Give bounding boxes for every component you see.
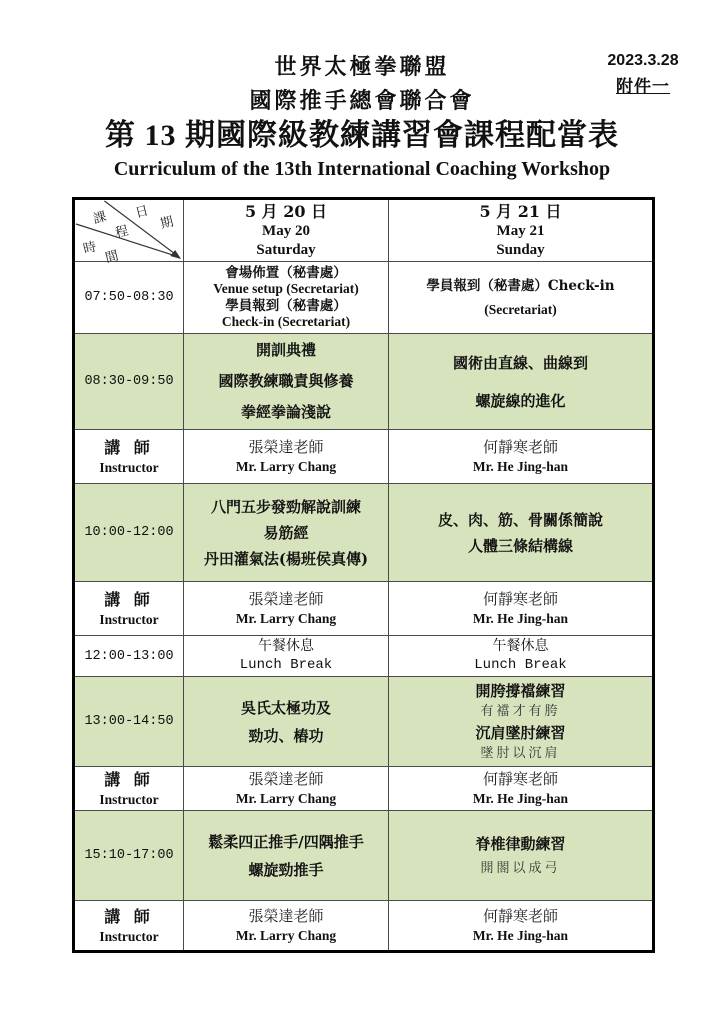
attachment-label: 附件一: [616, 77, 670, 96]
date-zh: 5 月 20 日: [244, 202, 328, 221]
instructor-name-zh: 張榮達老師: [248, 907, 324, 925]
session-line: 丹田灌氣法(楊班侯真傳): [203, 549, 369, 568]
session-line: 吳氏太極功及: [240, 698, 331, 717]
page-title-en: Curriculum of the 13th International Coaching Workshop: [113, 158, 611, 180]
instructor-name-zh: 張榮達老師: [248, 770, 324, 788]
session-line: 會場佈置（秘書處）: [225, 264, 347, 281]
instructor-label-zh: 講 師: [104, 590, 154, 609]
lunch-en: Lunch Break: [474, 657, 567, 673]
session-cell-sat: [184, 334, 389, 430]
table-header-row: [74, 199, 654, 262]
date-en: May 20: [262, 223, 310, 239]
day-header-sunday: [389, 199, 654, 262]
instructor-label-cell: [74, 901, 184, 952]
session-line: 國術由直線、曲線到: [452, 353, 588, 372]
instructor-label-cell: [74, 767, 184, 811]
instructor-name-sun: [389, 901, 654, 952]
lunch-zh: 午餐休息: [492, 638, 549, 654]
corner-label-course-char2: 程: [113, 223, 131, 242]
instructor-name-zh: 何靜寒老師: [482, 907, 558, 925]
instructor-label-en: Instructor: [99, 460, 159, 475]
corner-label-time-char2: 間: [103, 248, 121, 267]
instructor-name-en: Mr. Larry Chang: [235, 791, 337, 806]
instructor-name-sat: [184, 901, 389, 952]
session-line: 學員報到（秘書處）Check-in: [426, 277, 615, 294]
time-cell: 10:00-12:00: [74, 484, 184, 582]
instructor-label-en: Instructor: [99, 929, 159, 944]
drill-title: 開胯撐襠練習: [475, 681, 566, 700]
session-line: 螺旋勁推手: [248, 860, 324, 879]
drill-note: 開閤以成弓: [480, 860, 561, 876]
session-cell-sat: [184, 811, 389, 901]
session-line: 鬆柔四正推手/四隅推手: [208, 832, 364, 851]
session-line: (Secretariat): [484, 301, 557, 317]
instructor-row: [74, 430, 654, 484]
session-cell-sun: [389, 811, 654, 901]
instructor-name-sat: [184, 430, 389, 484]
lunch-cell-sun: [389, 636, 654, 677]
instructor-name-zh: 何靜寒老師: [482, 438, 558, 456]
session-line: 人體三條結構線: [467, 536, 573, 555]
instructor-name-sun: [389, 767, 654, 811]
time-cell: 12:00-13:00: [74, 636, 184, 677]
session-line: Venue setup (Secretariat): [213, 281, 359, 296]
weekday: Saturday: [256, 242, 316, 258]
session-cell-sun: [389, 262, 654, 334]
drill-title: 脊椎律動練習: [475, 834, 566, 853]
time-cell: 15:10-17:00: [74, 811, 184, 901]
session-cell-sun: [389, 334, 654, 430]
session-line: 拳經拳論淺說: [240, 403, 331, 421]
page-title-zh: 第 13 期國際級教練講習會課程配當表: [105, 119, 619, 152]
lunch-cell-sat: [184, 636, 389, 677]
session-line: 螺旋線的進化: [475, 391, 566, 410]
time-cell: 08:30-09:50: [74, 334, 184, 430]
session-line: 易筋經: [263, 523, 309, 542]
session-cell-sat: [184, 484, 389, 582]
instructor-name-en: Mr. Larry Chang: [235, 459, 337, 474]
instructor-name-en: Mr. Larry Chang: [235, 611, 337, 626]
session-cell-sat: [184, 262, 389, 334]
instructor-name-zh: 何靜寒老師: [482, 590, 558, 608]
session-line: 學員報到（秘書處）: [225, 297, 347, 314]
instructor-name-en: Mr. He Jing-han: [472, 791, 569, 806]
instructor-name-sat: [184, 582, 389, 636]
header-meta: [588, 52, 698, 97]
session-cell-sun: [389, 484, 654, 582]
instructor-name-sun: [389, 582, 654, 636]
session-line: 國際教練職責與修養: [218, 372, 354, 390]
lunch-zh: 午餐休息: [258, 638, 314, 654]
instructor-row: [74, 582, 654, 636]
date-en: May 21: [496, 223, 545, 239]
instructor-label-cell: [74, 430, 184, 484]
corner-label-course-char1: 課: [91, 209, 109, 228]
instructor-name-zh: 張榮達老師: [248, 590, 324, 608]
day-header-saturday: [184, 199, 389, 262]
lunch-row: [74, 636, 654, 677]
session-cell-sat: [184, 677, 389, 767]
instructor-label-zh: 講 師: [104, 907, 154, 926]
curriculum-table: [72, 197, 655, 953]
instructor-row: [74, 901, 654, 952]
corner-label-date-char1: 日: [133, 203, 151, 222]
revision-date: 2023.3.28: [607, 52, 679, 69]
session-cell-sun: [389, 677, 654, 767]
time-cell: 07:50-08:30: [74, 262, 184, 334]
instructor-label-en: Instructor: [99, 792, 159, 807]
time-cell: 13:00-14:50: [74, 677, 184, 767]
session-line: 八門五步發勁解說訓練: [210, 497, 361, 516]
instructor-name-zh: 張榮達老師: [248, 438, 324, 456]
date-zh: 5 月 21 日: [479, 202, 562, 221]
instructor-label-zh: 講 師: [104, 438, 154, 457]
instructor-label-cell: [74, 582, 184, 636]
org-name-line2: 國際推手總會聯合會: [249, 88, 475, 113]
instructor-row: [74, 767, 654, 811]
drill-note: 墜肘以沉肩: [480, 745, 561, 761]
session-row-1300: [74, 677, 654, 767]
lunch-en: Lunch Break: [239, 657, 333, 673]
instructor-name-zh: 何靜寒老師: [482, 770, 558, 788]
corner-header-cell: [74, 199, 184, 267]
corner-label-time-char1: 時: [81, 239, 99, 258]
session-row-1510: [74, 811, 654, 901]
instructor-label-en: Instructor: [99, 612, 159, 627]
instructor-name-en: Mr. He Jing-han: [472, 459, 569, 474]
org-name-line1: 世界太極拳聯盟: [274, 54, 450, 79]
session-row-0830: [74, 334, 654, 430]
session-line: 勁功、樁功: [248, 726, 324, 745]
session-line: 皮、肉、筋、骨關係簡說: [437, 510, 603, 529]
weekday: Sunday: [496, 242, 545, 258]
instructor-name-sat: [184, 767, 389, 811]
instructor-name-en: Mr. He Jing-han: [472, 611, 569, 626]
corner-label-date-char2: 期: [158, 214, 176, 233]
instructor-label-zh: 講 師: [104, 770, 154, 789]
session-row-1000: [74, 484, 654, 582]
session-line: Check-in (Secretariat): [221, 314, 351, 329]
session-row-0750: [74, 262, 654, 334]
instructor-name-en: Mr. Larry Chang: [235, 928, 337, 943]
instructor-name-en: Mr. He Jing-han: [472, 928, 569, 943]
drill-title: 沉肩墜肘練習: [475, 723, 566, 742]
instructor-name-sun: [389, 430, 654, 484]
drill-note: 有襠才有胯: [480, 703, 561, 719]
session-line: 開訓典禮: [255, 341, 316, 359]
